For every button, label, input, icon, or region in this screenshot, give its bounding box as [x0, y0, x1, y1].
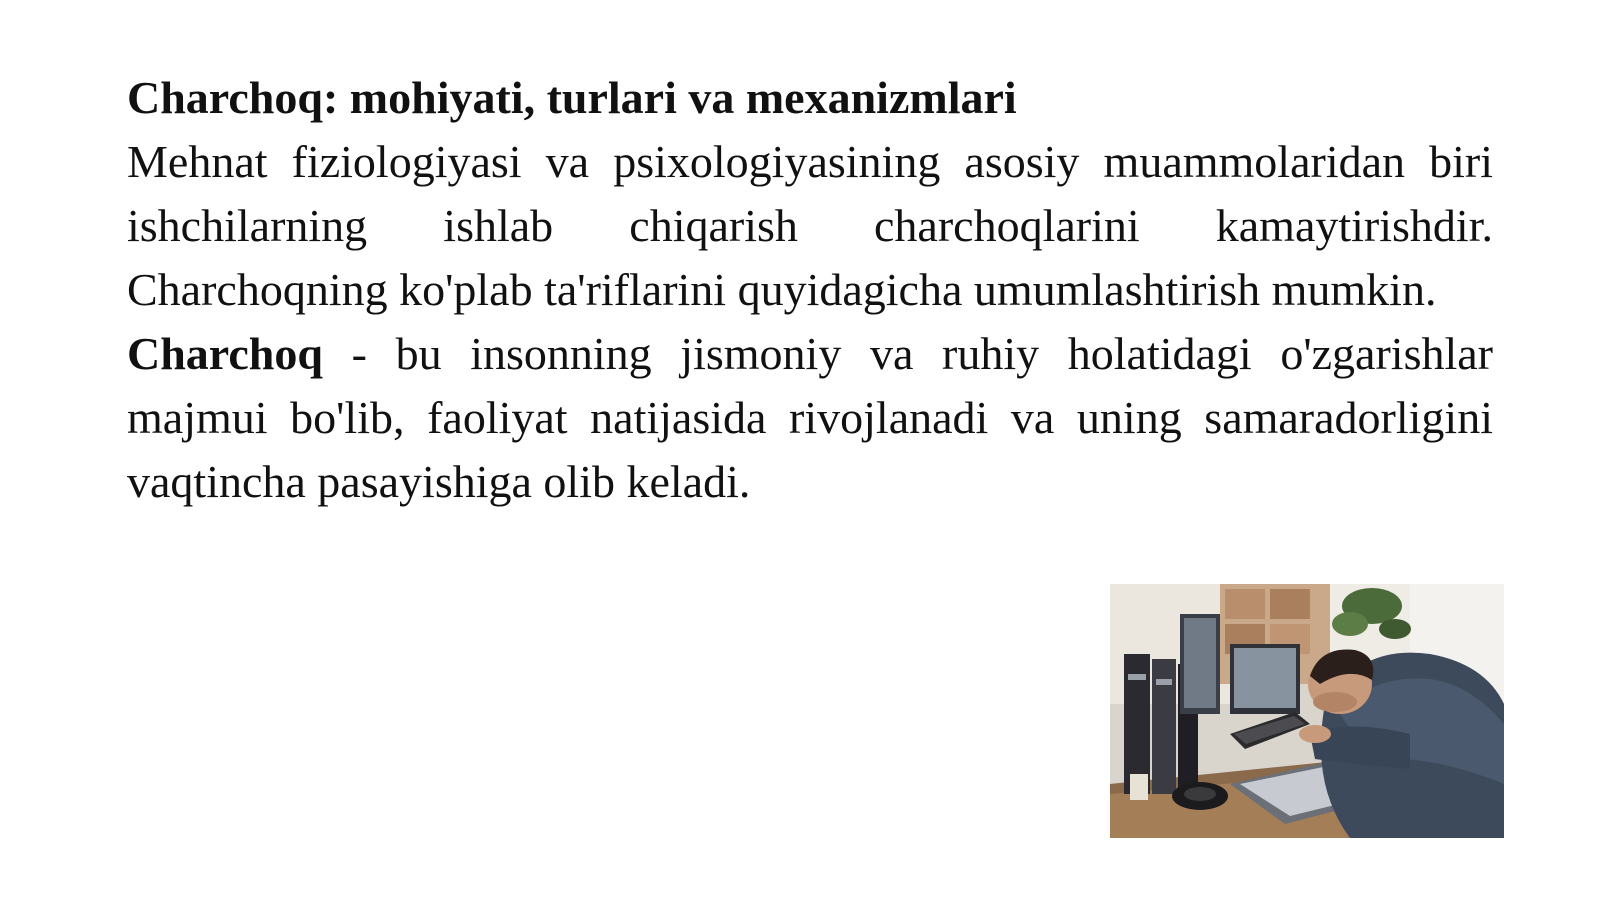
- tired-worker-photo: [1110, 584, 1504, 838]
- intro-paragraph: Mehnat fiziologiyasi va psixologiyasining asosiy muammolaridan biri ishchilarning ishlab chiqarish charchoqlarini kamaytirishdir. Charchoqning ko'plab ta'riflarini quyidagicha umumlashtirish mumkin.: [127, 136, 1493, 315]
- slide-content: [127, 66, 1493, 514]
- definition-text: - bu insonning jismoniy va ruhiy holatidagi o'zgarishlar majmui bo'lib, faoliyat natijasida rivojlanadi va uning samaradorligini vaqtincha pasayishiga olib keladi.: [127, 328, 1493, 507]
- definition-paragraph: [127, 322, 1493, 514]
- slide-title: Charchoq: mohiyati, turlari va mexanizmlari: [127, 72, 1017, 123]
- definition-term: Charchoq: [127, 328, 323, 379]
